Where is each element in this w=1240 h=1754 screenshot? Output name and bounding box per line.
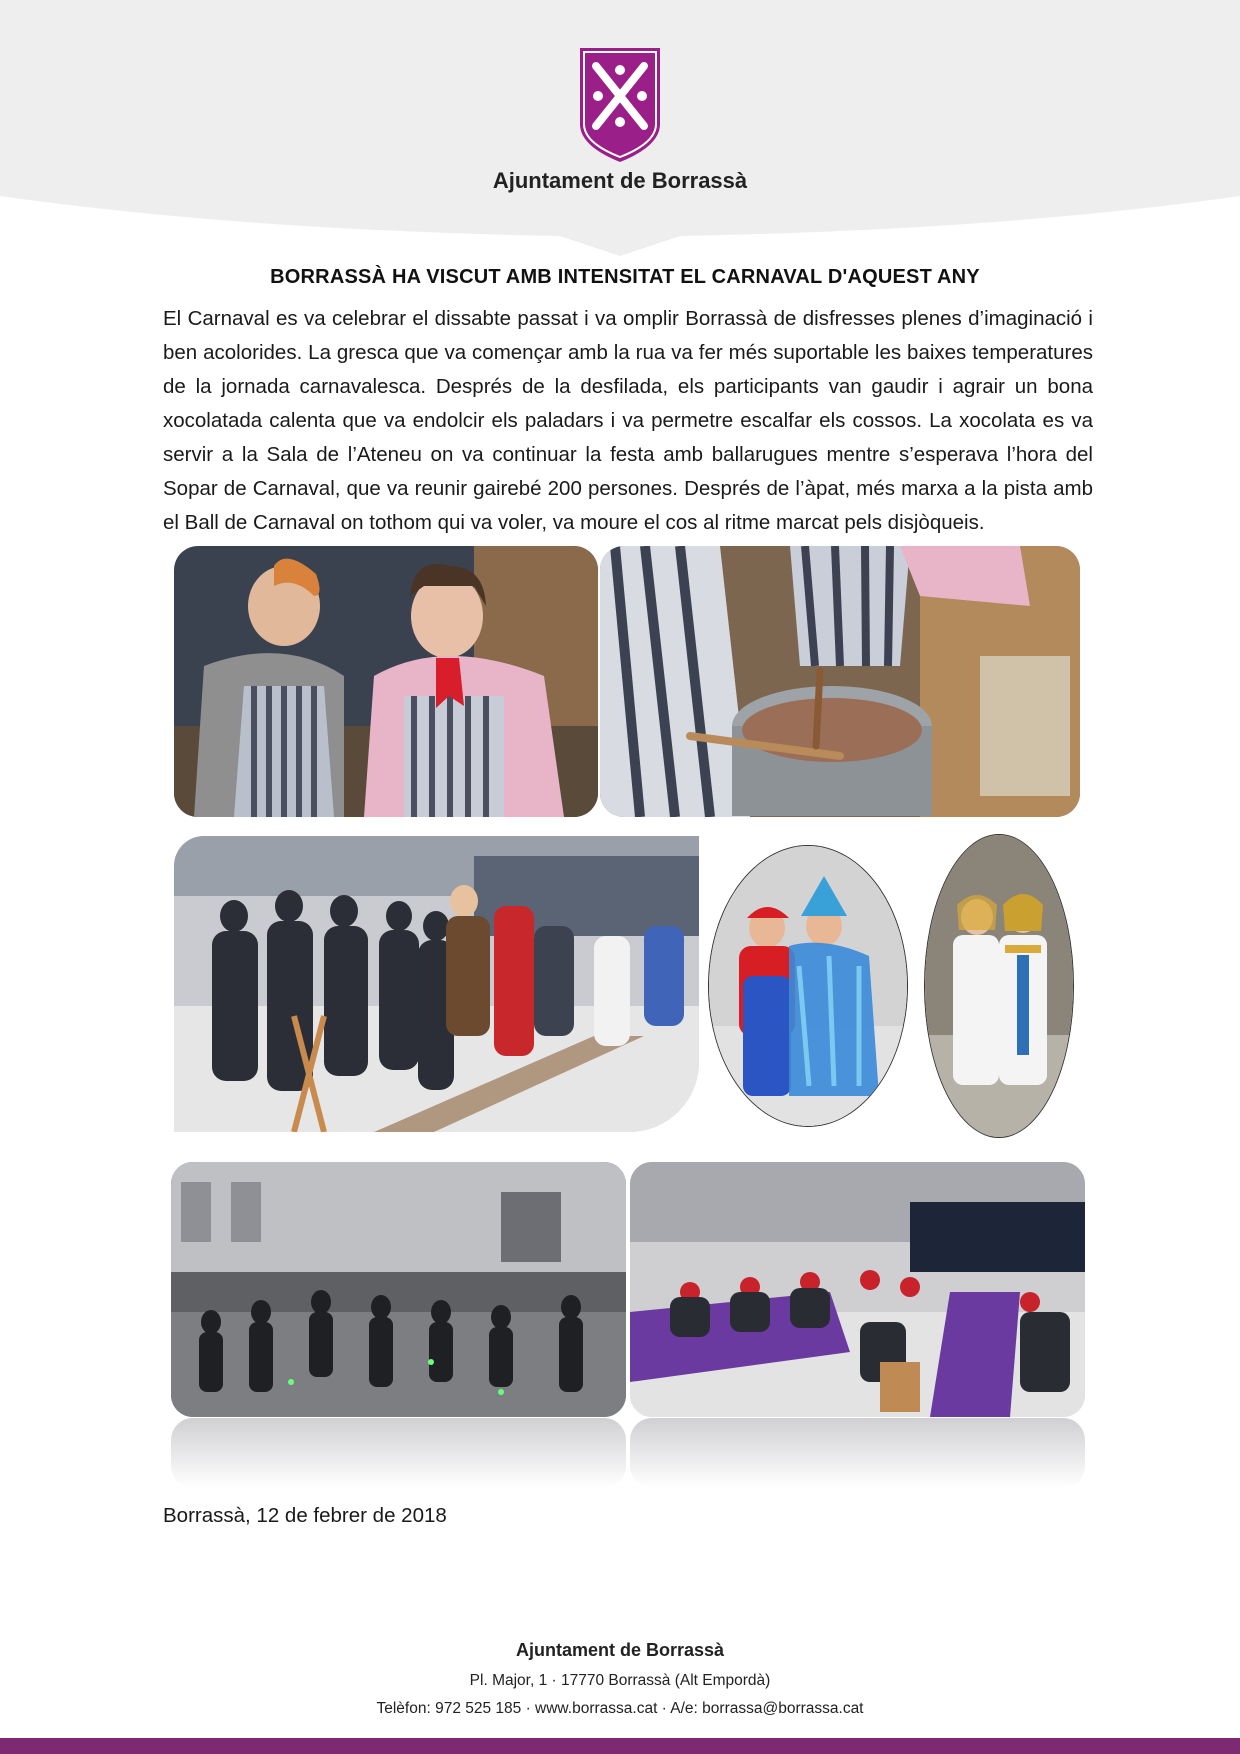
article-date: Borrassà, 12 de febrer de 2018 [163, 1504, 447, 1527]
photo-carnival-dinner [630, 1162, 1085, 1417]
municipal-crest-icon [578, 46, 662, 164]
footer-address: Pl. Major, 1 · 17770 Borrassà (Alt Empordà) [469, 1672, 771, 1689]
footer-org-name: Ajuntament de Borrassà [515, 1640, 725, 1660]
footer-contact: Telèfon: 972 525 185 · www.borrassa.cat · A/e: borrassa@borrassa.cat [376, 1700, 864, 1717]
article-body: El Carnaval es va celebrar el dissabte passat i va omplir Borrassà de disfresses plenes d’imaginació i ben acolorides. La gresca que va començar amb la rua va fer més suportable les baixes temperatures de la jornada carnavalesca. Després de la desfilada, els participants van gaudir i agrair un bona xocolatada calenta que va endolcir els paladars i va permetre escalfar els cossos. La xocolata es va servir a la Sala de l’Ateneu on va continuar la festa amb ballarugues mentre s’esperava l’hora del Sopar de Carnaval, que va reunir gairebé 200 persones. Després de l’àpat, més marxa a la pista amb el Ball de Carnaval on tothom qui va voler, va moure el cos al ritme marcat pels disjòqueis. [163, 307, 1093, 534]
photo-reflection-left [171, 1418, 626, 1488]
photo-dance-floor [171, 1162, 626, 1417]
footer-bar [0, 1738, 1240, 1754]
photo-chocolate-pot [600, 546, 1080, 817]
photo-women-aprons [174, 546, 598, 817]
article-title: BORRASSÀ HA VISCUT AMB INTENSITAT EL CARNAVAL D'AQUEST ANY [270, 266, 980, 288]
photo-costumes-oval-left [708, 845, 908, 1127]
photo-costumes-oval-right [924, 834, 1074, 1138]
header-org-name: Ajuntament de Borrassà [492, 168, 748, 193]
footer [0, 1640, 1240, 1723]
photo-reflection-right [630, 1418, 1085, 1488]
photo-dancing-crowd [174, 836, 699, 1132]
